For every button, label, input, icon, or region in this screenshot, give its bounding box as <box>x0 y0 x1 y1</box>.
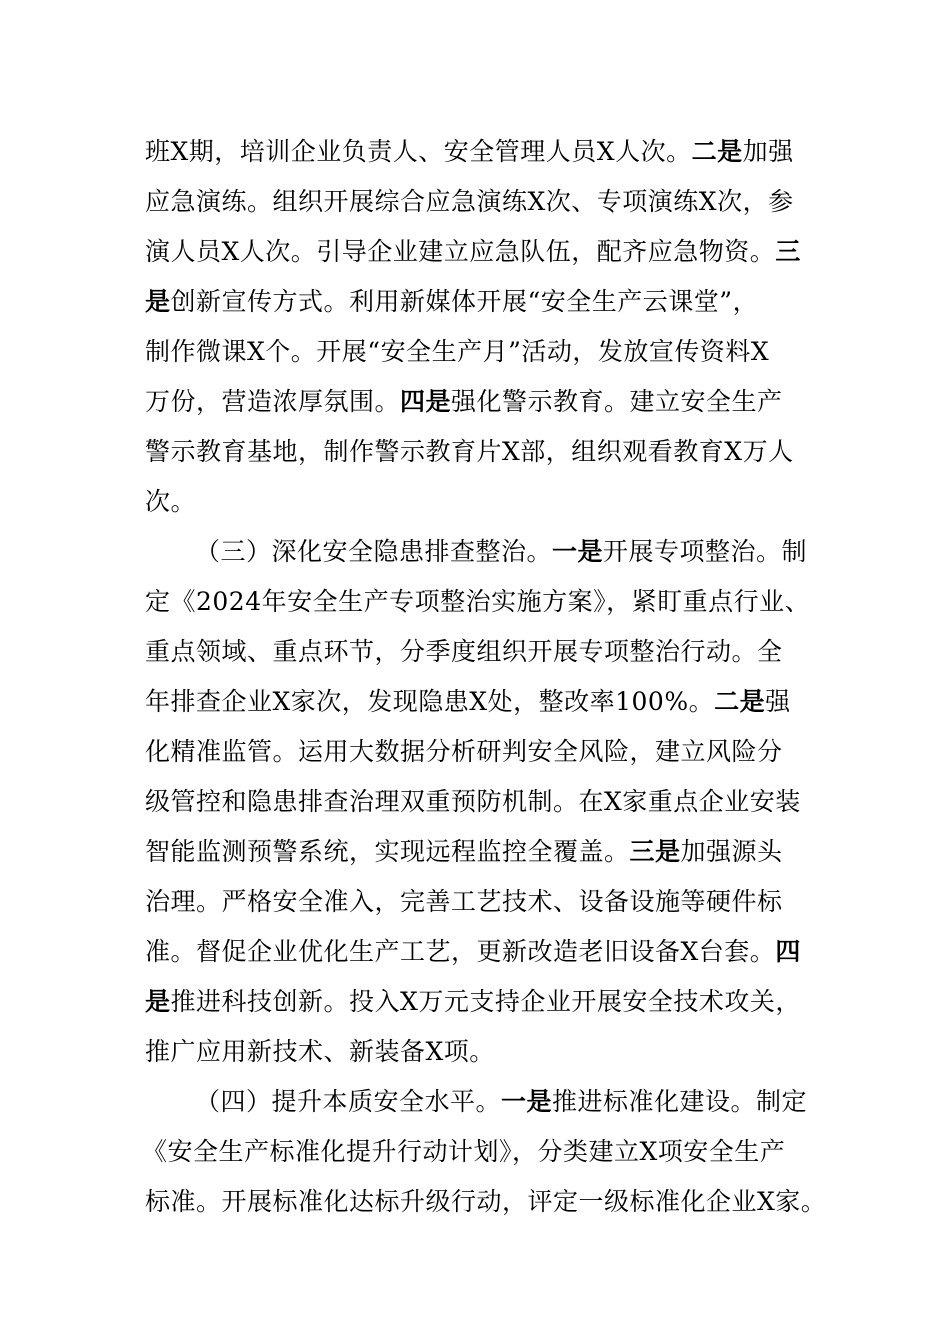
paragraph-line <box>145 182 794 222</box>
paragraph-line <box>145 432 794 472</box>
emphasis-text: 二是 <box>691 137 743 166</box>
emphasis-text: 一是 <box>501 1087 553 1116</box>
body-text: 《安全生产标准化提升行动计划》，分类建立X项安全生产 <box>142 1137 786 1166</box>
body-text: 化精准监管。运用大数据分析研判安全风险，建立风险分 <box>145 737 783 766</box>
body-text: 创新宣传方式。利用新媒体开展“安全生产云课堂”， <box>170 287 759 316</box>
body-text: 年排查企业X家次，发现隐患X处，整改率100%。 <box>145 687 715 716</box>
section-heading-line <box>195 532 807 572</box>
body-text: 治理。严格安全准入，完善工艺技术、设备设施等硬件标 <box>145 887 783 916</box>
emphasis-text: 三是 <box>629 837 681 866</box>
body-text: 重点领域、重点环节，分季度组织开展专项整治行动。全 <box>145 637 783 666</box>
emphasis-text: 是 <box>145 287 171 316</box>
body-text: 制作微课X个。开展“安全生产月”活动，发放宣传资料X <box>145 337 770 366</box>
emphasis-text: 四是 <box>400 387 452 416</box>
paragraph-line <box>145 782 801 822</box>
body-text: 应急演练。组织开展综合应急演练X次、专项演练X次，参 <box>145 187 794 216</box>
emphasis-text: 是 <box>145 987 171 1016</box>
emphasis-text: 二是 <box>714 687 766 716</box>
paragraph-line <box>145 982 801 1022</box>
body-text: 定《2024年安全生产专项整治实施方案》，紧盯重点行业、 <box>145 587 811 616</box>
paragraph-line <box>145 132 794 172</box>
paragraph-line <box>142 1132 785 1172</box>
paragraph-line <box>145 282 758 322</box>
paragraph-line <box>145 632 783 672</box>
body-text: 演人员X人次。引导企业建立应急队伍，配齐应急物资。 <box>145 237 776 266</box>
section-heading-line <box>195 1082 807 1122</box>
paragraph-line <box>145 682 791 722</box>
body-text: 推进标准化建设。制定 <box>552 1087 808 1116</box>
body-text: 加强 <box>742 137 794 166</box>
body-text: （四）提升本质安全水平。 <box>195 1087 502 1116</box>
body-text: 班X期，培训企业负责人、安全管理人员X人次。 <box>145 137 692 166</box>
paragraph-line <box>145 882 783 922</box>
body-text: 警示教育基地，制作警示教育片X部，组织观看教育X万人 <box>145 437 794 466</box>
emphasis-text: 四 <box>775 937 801 966</box>
paragraph-line <box>145 382 783 422</box>
paragraph-line <box>145 332 769 372</box>
body-text: 准。督促企业优化生产工艺，更新改造老旧设备X台套。 <box>145 937 776 966</box>
emphasis-text: 一是 <box>552 537 604 566</box>
body-text: 标准。开展标准化达标升级行动，评定一级标准化企业X家。 <box>145 1187 827 1216</box>
body-text: 级管控和隐患排查治理双重预防机制。在X家重点企业安装 <box>145 787 801 816</box>
body-text: 加强源头 <box>680 837 783 866</box>
paragraph-line <box>145 1032 495 1072</box>
body-text: 强化警示教育。建立安全生产 <box>451 387 783 416</box>
body-text: 智能监测预警系统，实现远程监控全覆盖。 <box>145 837 630 866</box>
paragraph-line <box>145 732 783 772</box>
body-text: 万份，营造浓厚氛围。 <box>145 387 401 416</box>
body-text: 推进科技创新。投入X万元支持企业开展安全技术攻关， <box>170 987 801 1016</box>
paragraph-line <box>145 832 783 872</box>
body-text: 强 <box>765 687 791 716</box>
paragraph-line <box>145 482 196 522</box>
body-text: 推广应用新技术、新装备X项。 <box>145 1037 495 1066</box>
body-text: 次。 <box>145 487 197 516</box>
paragraph-line <box>145 582 810 622</box>
emphasis-text: 三 <box>775 237 801 266</box>
body-text: （三）深化安全隐患排查整治。 <box>195 537 553 566</box>
paragraph-line <box>145 932 801 972</box>
body-text: 开展专项整治。制 <box>603 537 808 566</box>
paragraph-line <box>145 1182 826 1222</box>
paragraph-line <box>145 232 801 272</box>
